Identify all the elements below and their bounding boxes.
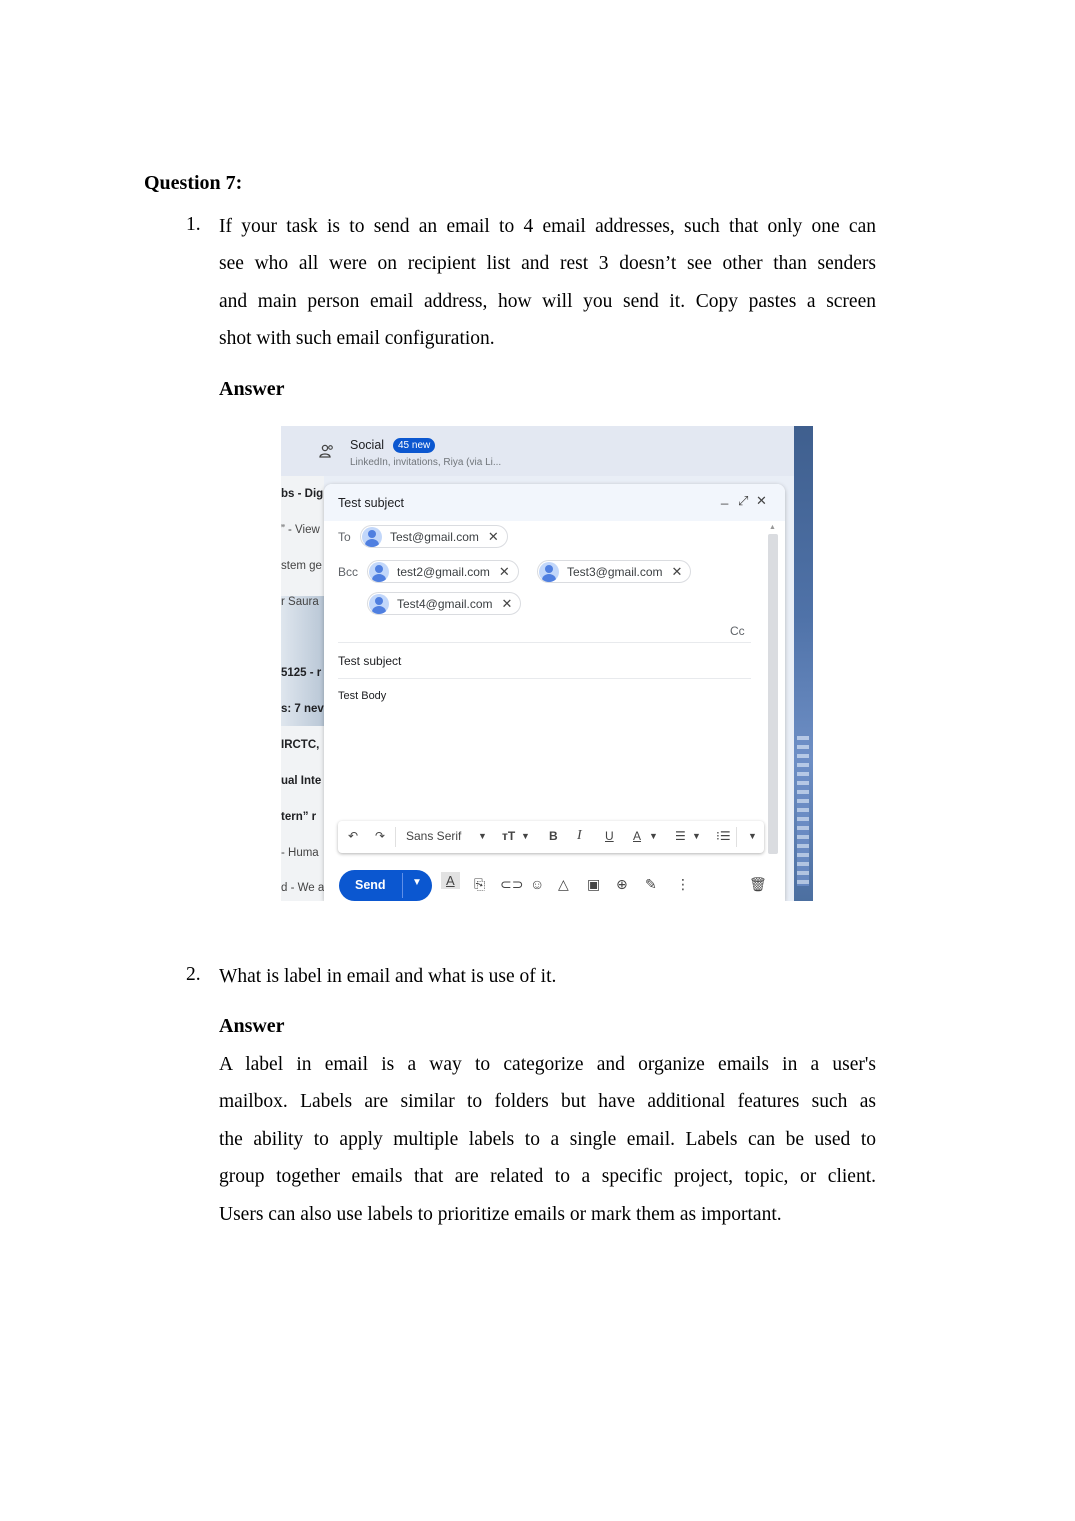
expand-icon[interactable]: ⤢ xyxy=(738,493,749,508)
italic-icon[interactable]: I xyxy=(577,828,582,843)
close-icon[interactable]: ✕ xyxy=(756,493,767,508)
link-icon[interactable]: ⊂⊃ xyxy=(500,876,524,892)
q1-line: If your task is to send an email to 4 email addresses, such that only one can xyxy=(219,216,876,237)
inbox-list-fragment xyxy=(281,476,324,901)
remove-recipient-icon[interactable]: ✕ xyxy=(487,528,499,544)
redo-icon[interactable]: ↷ xyxy=(375,829,386,843)
bcc-recipient-chip[interactable] xyxy=(367,560,519,583)
recipient-email: test2@gmail.com xyxy=(397,564,490,579)
inbox-snippet: - Huma xyxy=(281,847,319,859)
text-size-icon[interactable]: тT xyxy=(502,829,516,843)
remove-recipient-icon[interactable]: ✕ xyxy=(501,595,513,611)
divider xyxy=(338,642,751,643)
photo-icon[interactable]: ▣ xyxy=(587,876,601,892)
inbox-snippet: bs - Dig xyxy=(281,488,324,500)
numbered-list-icon[interactable]: ⁝☰ xyxy=(716,829,731,843)
compose-scrollbar[interactable] xyxy=(768,534,778,854)
divider xyxy=(338,678,751,679)
bcc-label: Bcc xyxy=(338,565,359,579)
to-label: To xyxy=(338,530,351,544)
toolbar-divider xyxy=(736,827,737,847)
q2-answer-line: mailbox. Labels are similar to folders but have additional features such as xyxy=(219,1091,876,1113)
people-icon xyxy=(319,444,335,458)
more-formatting-icon[interactable]: ▼ xyxy=(748,831,757,841)
avatar-icon xyxy=(539,562,559,582)
inbox-snippet: d - We a xyxy=(281,882,324,894)
message-body[interactable]: Test Body xyxy=(338,690,387,702)
q1-line: see who all were on recipient list and rest 3 doesn’t see other than senders xyxy=(219,253,876,275)
text-color-icon[interactable]: A xyxy=(633,829,642,843)
q1-text xyxy=(219,208,876,358)
emoji-icon[interactable]: ☺ xyxy=(530,876,545,892)
avatar-icon xyxy=(369,562,389,582)
q2-answer-line: the ability to apply multiple labels to a single email. Labels can be used to xyxy=(219,1128,876,1150)
social-subtitle: LinkedIn, invitations, Riya (via Li... xyxy=(350,457,502,468)
chevron-down-icon[interactable]: ▼ xyxy=(521,831,530,841)
chevron-down-icon[interactable]: ▼ xyxy=(692,831,701,841)
confidential-lock-icon[interactable]: ⊕ xyxy=(616,876,628,892)
bcc-recipient-chip[interactable] xyxy=(537,560,691,583)
q1-number: 1. xyxy=(186,214,201,235)
inbox-snippet: ” - View xyxy=(281,524,320,536)
gmail-compose-screenshot xyxy=(281,426,813,901)
q2-question: What is label in email and what is use of it. xyxy=(219,966,557,987)
q2-answer-line: group together emails that are related to a specific project, topic, or client. xyxy=(219,1166,876,1188)
align-icon[interactable]: ☰ xyxy=(675,829,686,843)
compose-header[interactable] xyxy=(324,484,785,521)
formatting-options-icon[interactable]: A xyxy=(441,872,460,889)
recipient-email: Test4@gmail.com xyxy=(397,596,493,611)
send-divider xyxy=(402,873,403,898)
remove-recipient-icon[interactable]: ✕ xyxy=(498,563,510,579)
q2-answer xyxy=(219,1046,876,1233)
signature-pen-icon[interactable]: ✎ xyxy=(645,876,657,892)
recipient-email: Test3@gmail.com xyxy=(567,564,663,579)
font-select[interactable]: Sans Serif xyxy=(406,829,462,843)
inbox-snippet: 5125 - r xyxy=(281,667,322,679)
q2-answer-line: A label in email is a way to categorize and organize emails in a user's xyxy=(219,1054,876,1075)
trash-icon[interactable]: 🗑 xyxy=(749,876,767,892)
chevron-down-icon[interactable]: ▼ xyxy=(478,831,487,841)
more-options-icon[interactable]: ⋮ xyxy=(676,876,690,892)
inbox-snippet: IRCTC, xyxy=(281,739,320,751)
inbox-snippet: s: 7 nev xyxy=(281,703,324,715)
social-category-row xyxy=(281,426,794,476)
underline-icon[interactable]: U xyxy=(605,829,614,843)
schedule-send-dropdown-icon[interactable]: ▼ xyxy=(412,877,422,888)
question-heading: Question 7: xyxy=(144,172,243,194)
formatting-toolbar xyxy=(338,821,764,853)
subject-field[interactable]: Test subject xyxy=(338,654,402,668)
send-button[interactable] xyxy=(339,870,432,901)
cc-link[interactable]: Cc xyxy=(730,624,745,638)
drive-icon[interactable]: △ xyxy=(558,876,569,892)
social-new-badge: 45 new xyxy=(393,438,435,453)
q1-line: shot with such email configuration. xyxy=(219,328,495,350)
avatar-icon xyxy=(369,594,389,614)
inbox-snippet: tern” r xyxy=(281,811,317,823)
compose-title: Test subject xyxy=(338,496,405,510)
bcc-recipient-chip[interactable] xyxy=(367,592,521,615)
q1-answer-label: Answer xyxy=(219,378,285,400)
inbox-snippet: stem ge xyxy=(281,560,322,572)
social-title: Social xyxy=(350,438,385,452)
q1-line: and main person email address, how will you send it. Copy pastes a screen xyxy=(219,290,876,312)
inbox-snippet: ual Inte xyxy=(281,775,322,787)
bold-icon[interactable]: B xyxy=(549,829,558,843)
attach-icon[interactable]: ⎘ xyxy=(474,876,486,892)
q2-answer-label: Answer xyxy=(219,1015,285,1037)
q2-number: 2. xyxy=(186,964,201,985)
chevron-down-icon[interactable]: ▼ xyxy=(649,831,658,841)
toolbar-divider xyxy=(395,827,396,847)
background-strip xyxy=(794,426,813,901)
inbox-snippet: r Saura xyxy=(281,596,319,608)
undo-icon[interactable]: ↶ xyxy=(348,829,359,843)
compose-window xyxy=(324,484,785,901)
remove-recipient-icon[interactable]: ✕ xyxy=(671,563,683,579)
q2-answer-line: Users can also use labels to prioritize emails or mark them as important. xyxy=(219,1203,782,1225)
recipient-email: Test@gmail.com xyxy=(390,529,479,544)
recipient-chip[interactable] xyxy=(360,525,508,548)
avatar-icon xyxy=(362,527,382,547)
scroll-up-arrow-icon[interactable]: ▲ xyxy=(769,524,776,531)
minimize-icon[interactable]: _ xyxy=(721,490,729,505)
send-label: Send xyxy=(355,878,386,892)
